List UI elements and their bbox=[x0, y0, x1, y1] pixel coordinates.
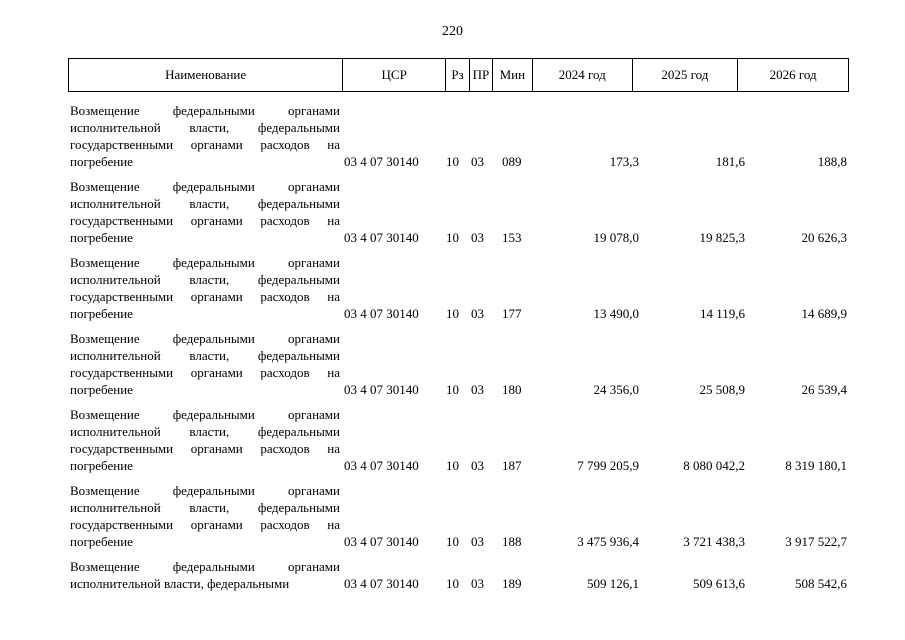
row-2024: 7 799 205,9 bbox=[577, 458, 639, 473]
row-min: 177 bbox=[502, 306, 522, 321]
header-name: Наименование bbox=[69, 59, 343, 91]
row-pr: 03 bbox=[471, 382, 484, 397]
table-row bbox=[68, 482, 849, 558]
table-row bbox=[68, 102, 849, 178]
row-csr: 03 4 07 30140 bbox=[344, 230, 419, 245]
row-2025: 3 721 438,3 bbox=[683, 534, 745, 549]
header-2026: 2026 год bbox=[769, 67, 817, 82]
row-2025: 19 825,3 bbox=[699, 230, 745, 245]
row-name: Возмещение федеральными органами исполнительной власти, федеральными государственными органами расходов на погребение bbox=[70, 179, 340, 245]
row-2025: 8 080 042,2 bbox=[683, 458, 745, 473]
row-rz: 10 bbox=[446, 230, 459, 245]
row-2026: 188,8 bbox=[817, 154, 847, 169]
row-csr: 03 4 07 30140 bbox=[344, 576, 419, 591]
row-2025: 181,6 bbox=[715, 154, 745, 169]
row-name: Возмещение федеральными органами исполнительной власти, федеральными государственными органами расходов на погребение bbox=[70, 103, 340, 169]
header-csr: ЦСР bbox=[343, 59, 446, 91]
header-pr: ПР bbox=[470, 59, 493, 91]
table-row bbox=[68, 254, 849, 330]
row-min: 188 bbox=[502, 534, 522, 549]
row-2025: 25 508,9 bbox=[699, 382, 745, 397]
row-pr: 03 bbox=[471, 230, 484, 245]
row-2024: 24 356,0 bbox=[593, 382, 639, 397]
page-number: 220 bbox=[442, 24, 463, 39]
row-rz: 10 bbox=[446, 154, 459, 169]
row-min: 153 bbox=[502, 230, 522, 245]
row-2024: 509 126,1 bbox=[587, 576, 639, 591]
row-name: Возмещение федеральными органами исполнительной власти, федеральными государственными органами расходов на погребение bbox=[70, 255, 340, 321]
row-csr: 03 4 07 30140 bbox=[344, 154, 419, 169]
header-rz: Рз bbox=[446, 59, 470, 91]
row-2026: 3 917 522,7 bbox=[785, 534, 847, 549]
row-pr: 03 bbox=[471, 534, 484, 549]
row-2026: 26 539,4 bbox=[801, 382, 847, 397]
row-csr: 03 4 07 30140 bbox=[344, 382, 419, 397]
header-2025: 2025 год bbox=[633, 59, 739, 91]
row-rz: 10 bbox=[446, 458, 459, 473]
table-body bbox=[68, 102, 849, 634]
row-2025: 14 119,6 bbox=[699, 306, 745, 321]
row-2024: 13 490,0 bbox=[593, 306, 639, 321]
row-csr: 03 4 07 30140 bbox=[344, 306, 419, 321]
row-2026: 508 542,6 bbox=[795, 576, 847, 591]
row-rz: 10 bbox=[446, 534, 459, 549]
row-2026: 14 689,9 bbox=[801, 306, 847, 321]
row-min: 189 bbox=[502, 576, 522, 591]
row-2024: 19 078,0 bbox=[593, 230, 639, 245]
row-name: Возмещение федеральными органами исполнительной власти, федеральными bbox=[70, 559, 340, 591]
row-2026: 20 626,3 bbox=[801, 230, 847, 245]
row-name: Возмещение федеральными органами исполнительной власти, федеральными государственными органами расходов на погребение bbox=[70, 483, 340, 549]
row-rz: 10 bbox=[446, 382, 459, 397]
row-pr: 03 bbox=[471, 458, 484, 473]
row-pr: 03 bbox=[471, 576, 484, 591]
table-row bbox=[68, 406, 849, 482]
table-header bbox=[68, 58, 849, 92]
row-pr: 03 bbox=[471, 306, 484, 321]
row-min: 089 bbox=[502, 154, 522, 169]
table-row bbox=[68, 178, 849, 254]
table-row bbox=[68, 558, 849, 634]
table-row bbox=[68, 330, 849, 406]
header-2024: 2024 год bbox=[533, 59, 633, 91]
row-pr: 03 bbox=[471, 154, 484, 169]
row-min: 187 bbox=[502, 458, 522, 473]
row-csr: 03 4 07 30140 bbox=[344, 534, 419, 549]
row-2025: 509 613,6 bbox=[693, 576, 745, 591]
row-name: Возмещение федеральными органами исполнительной власти, федеральными государственными органами расходов на погребение bbox=[70, 407, 340, 473]
row-rz: 10 bbox=[446, 576, 459, 591]
row-csr: 03 4 07 30140 bbox=[344, 458, 419, 473]
row-name: Возмещение федеральными органами исполнительной власти, федеральными государственными органами расходов на погребение bbox=[70, 331, 340, 397]
header-min: Мин bbox=[493, 59, 533, 91]
row-2026: 8 319 180,1 bbox=[785, 458, 847, 473]
row-2024: 173,3 bbox=[609, 154, 639, 169]
row-min: 180 bbox=[502, 382, 522, 397]
row-rz: 10 bbox=[446, 306, 459, 321]
row-2024: 3 475 936,4 bbox=[577, 534, 639, 549]
